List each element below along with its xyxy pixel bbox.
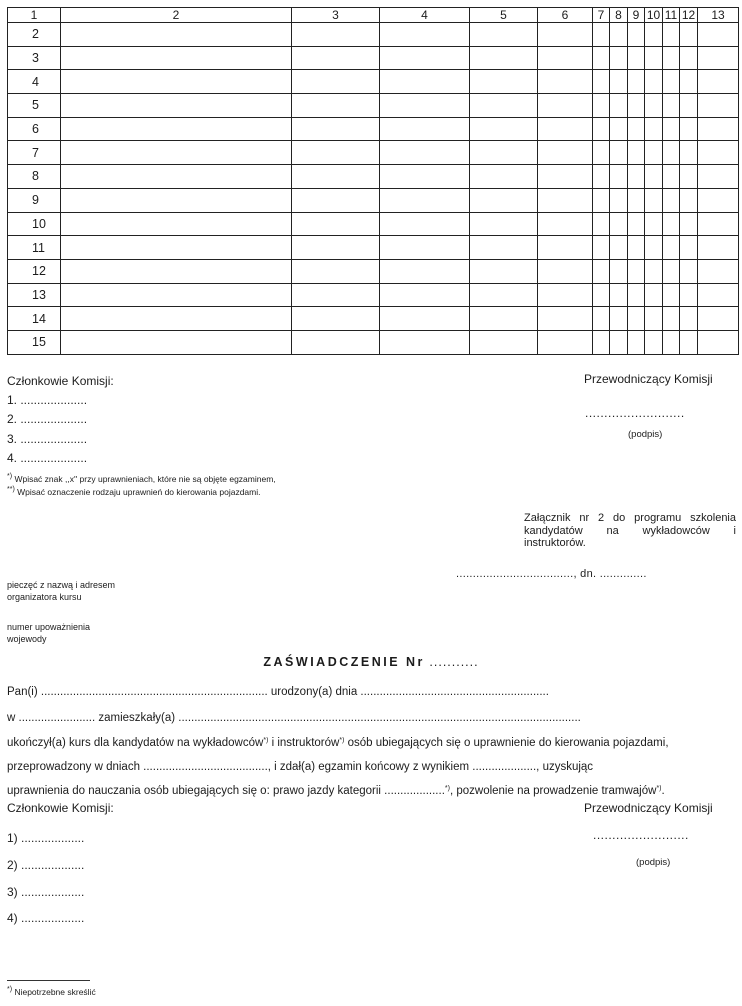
table-cell xyxy=(538,236,593,260)
table-cell xyxy=(628,94,645,118)
table-cell xyxy=(470,307,538,331)
table-cell xyxy=(645,212,663,236)
table-row xyxy=(8,188,739,212)
table-cell xyxy=(380,94,470,118)
table-cell xyxy=(645,94,663,118)
table-cell xyxy=(292,236,380,260)
table-cell xyxy=(663,46,680,70)
table-cell xyxy=(698,236,739,260)
table-row xyxy=(8,23,739,47)
table-cell xyxy=(61,141,292,165)
table-cell xyxy=(663,283,680,307)
table-cell xyxy=(663,212,680,236)
table-cell xyxy=(593,188,610,212)
table-cell xyxy=(380,70,470,94)
permit-number-label: numer upoważnienia wojewody xyxy=(7,622,91,644)
certificate-line-exam: przeprowadzony w dniach ......................................., i zdał(a) egzamin końcowy z wynikiem ...................., uzyskując xyxy=(7,761,594,773)
table-cell xyxy=(628,212,645,236)
certificate-line-name: Pan(i) ....................................................................... urodzony(a) dnia ........................................................... xyxy=(7,686,549,698)
table-cell xyxy=(628,46,645,70)
table-cell xyxy=(610,23,628,47)
table-cell xyxy=(610,70,628,94)
table-cell xyxy=(61,46,292,70)
table-cell xyxy=(538,117,593,141)
table-cell xyxy=(610,236,628,260)
row-number: 14 xyxy=(8,307,61,331)
table-cell xyxy=(645,70,663,94)
row-number: 8 xyxy=(8,165,61,189)
table-cell xyxy=(645,330,663,354)
table-cell xyxy=(698,141,739,165)
table-cell xyxy=(470,141,538,165)
table-cell xyxy=(538,283,593,307)
table-cell xyxy=(680,94,698,118)
table-cell xyxy=(645,283,663,307)
row-number: 9 xyxy=(8,188,61,212)
table-cell xyxy=(538,307,593,331)
table-cell xyxy=(610,307,628,331)
certificate-line-qualifications: uprawnienia do nauczania osób ubiegających się o: prawo jazdy kategorii ...................*), pozwolenie na prowadzenie tramwajów*). xyxy=(7,785,665,797)
table-cell xyxy=(628,283,645,307)
table-cell xyxy=(610,46,628,70)
table-cell xyxy=(380,46,470,70)
table-cell xyxy=(380,165,470,189)
table-cell xyxy=(61,165,292,189)
signature-line: ......................... xyxy=(593,828,689,842)
table-cell xyxy=(610,141,628,165)
table-cell xyxy=(645,165,663,189)
table-cell xyxy=(628,259,645,283)
table-cell xyxy=(680,23,698,47)
table-cell xyxy=(61,307,292,331)
table-cell xyxy=(61,283,292,307)
table-cell xyxy=(593,141,610,165)
table-cell xyxy=(593,94,610,118)
row-number: 12 xyxy=(8,259,61,283)
table-cell xyxy=(698,307,739,331)
committee-members-label: Członkowie Komisji: xyxy=(7,374,114,388)
table-cell xyxy=(470,165,538,189)
table-cell xyxy=(292,165,380,189)
table-cell xyxy=(663,236,680,260)
table-cell xyxy=(593,259,610,283)
signature-label: (podpis) xyxy=(636,857,671,868)
table-cell xyxy=(628,188,645,212)
certificate-title: ZAŚWIADCZENIE Nr ........... xyxy=(263,655,479,669)
column-header: 5 xyxy=(470,8,538,23)
table-cell xyxy=(663,141,680,165)
table-cell xyxy=(645,23,663,47)
committee-members-label: Członkowie Komisji: xyxy=(7,801,114,815)
table-cell xyxy=(380,330,470,354)
table-cell xyxy=(680,70,698,94)
committee-members-list xyxy=(7,372,114,468)
table-cell xyxy=(292,259,380,283)
table-header-row xyxy=(8,8,739,23)
table-cell xyxy=(593,236,610,260)
column-header: 1 xyxy=(8,8,61,23)
table-cell xyxy=(61,259,292,283)
signature-label: (podpis) xyxy=(628,429,663,440)
row-number: 15 xyxy=(8,330,61,354)
table-cell xyxy=(538,259,593,283)
footnote: *) Niepotrzebne skreślić xyxy=(7,986,96,997)
table-cell xyxy=(610,212,628,236)
table-cell xyxy=(645,141,663,165)
table-cell xyxy=(292,188,380,212)
table-row xyxy=(8,283,739,307)
certificate-line-course: ukończył(a) kurs dla kandydatów na wykładowców*) i instruktorów*) osób ubiegających się o uprawnienie do kierowania pojazdami, xyxy=(7,737,669,749)
table-cell xyxy=(292,330,380,354)
footnote-divider xyxy=(7,980,90,981)
row-number: 11 xyxy=(8,236,61,260)
table-cell xyxy=(610,188,628,212)
table-cell xyxy=(663,70,680,94)
column-header: 11 xyxy=(663,8,680,23)
table-cell xyxy=(680,283,698,307)
table-cell xyxy=(61,212,292,236)
table-cell xyxy=(628,236,645,260)
table-cell xyxy=(680,165,698,189)
table-cell xyxy=(663,23,680,47)
table-cell xyxy=(61,117,292,141)
table-body xyxy=(8,23,739,355)
row-number: 3 xyxy=(8,46,61,70)
table-cell xyxy=(593,70,610,94)
column-header: 4 xyxy=(380,8,470,23)
table-cell xyxy=(470,330,538,354)
table-cell xyxy=(698,165,739,189)
table-cell xyxy=(593,212,610,236)
member-line: 2) ................... xyxy=(7,858,85,872)
table-row xyxy=(8,165,739,189)
table-cell xyxy=(680,212,698,236)
table-cell xyxy=(645,236,663,260)
table-cell xyxy=(698,117,739,141)
column-header: 2 xyxy=(61,8,292,23)
table-cell xyxy=(663,94,680,118)
table-cell xyxy=(610,94,628,118)
table-cell xyxy=(593,117,610,141)
table-cell xyxy=(663,165,680,189)
table-cell xyxy=(663,117,680,141)
table-cell xyxy=(470,236,538,260)
table-cell xyxy=(698,330,739,354)
table-cell xyxy=(292,307,380,331)
column-header: 10 xyxy=(645,8,663,23)
table-cell xyxy=(593,46,610,70)
table-cell xyxy=(470,188,538,212)
table-cell xyxy=(610,283,628,307)
table-cell xyxy=(645,188,663,212)
row-number: 4 xyxy=(8,70,61,94)
row-number: 5 xyxy=(8,94,61,118)
member-line: 4) ................... xyxy=(7,911,85,925)
organizer-stamp-label: pieczęć z nazwą i adresem organizatora kursu xyxy=(7,580,116,602)
table-cell xyxy=(470,23,538,47)
table-cell xyxy=(470,117,538,141)
table-cell xyxy=(538,70,593,94)
table-cell xyxy=(698,283,739,307)
table-cell xyxy=(680,330,698,354)
table-cell xyxy=(593,165,610,189)
table-cell xyxy=(538,23,593,47)
table-cell xyxy=(698,259,739,283)
table-cell xyxy=(698,70,739,94)
table-cell xyxy=(292,46,380,70)
column-header: 12 xyxy=(680,8,698,23)
table-cell xyxy=(663,259,680,283)
table-cell xyxy=(628,70,645,94)
table-cell xyxy=(380,283,470,307)
table-cell xyxy=(470,283,538,307)
row-number: 2 xyxy=(8,23,61,47)
table-cell xyxy=(698,46,739,70)
table-cell xyxy=(292,212,380,236)
committee-results-table xyxy=(7,7,739,355)
table-cell xyxy=(628,141,645,165)
committee-chair-label: Przewodniczący Komisji xyxy=(584,801,713,815)
table-cell xyxy=(698,212,739,236)
table-cell xyxy=(61,23,292,47)
table-cell xyxy=(380,212,470,236)
table-cell xyxy=(292,141,380,165)
table-cell xyxy=(628,23,645,47)
table-cell xyxy=(470,94,538,118)
table-cell xyxy=(538,212,593,236)
table-cell xyxy=(628,330,645,354)
table-cell xyxy=(663,307,680,331)
table-cell xyxy=(538,165,593,189)
table-cell xyxy=(380,141,470,165)
column-header: 6 xyxy=(538,8,593,23)
table-row xyxy=(8,212,739,236)
table-cell xyxy=(593,307,610,331)
table-cell xyxy=(610,117,628,141)
table-cell xyxy=(470,46,538,70)
table-cell xyxy=(292,94,380,118)
table-row xyxy=(8,94,739,118)
table-cell xyxy=(680,117,698,141)
signature-line: .......................... xyxy=(585,406,685,420)
place-date-line: ..................................., dn. .............. xyxy=(456,568,647,580)
table-cell xyxy=(470,70,538,94)
footnote-line: **) Wpisać oznaczenie rodzaju uprawnień do kierowania pojazdami. xyxy=(7,486,261,497)
table-cell xyxy=(380,117,470,141)
table-cell xyxy=(61,236,292,260)
table-cell xyxy=(538,141,593,165)
table-cell xyxy=(470,259,538,283)
table-cell xyxy=(593,283,610,307)
member-line: 1) ................... xyxy=(7,831,85,845)
table-row xyxy=(8,236,739,260)
table-cell xyxy=(380,259,470,283)
table-cell xyxy=(698,23,739,47)
table-cell xyxy=(680,141,698,165)
table-cell xyxy=(538,94,593,118)
column-header: 8 xyxy=(610,8,628,23)
table-row xyxy=(8,330,739,354)
table-row xyxy=(8,259,739,283)
member-line: 3) ................... xyxy=(7,885,85,899)
table-cell xyxy=(538,188,593,212)
table-cell xyxy=(380,236,470,260)
table-cell xyxy=(292,117,380,141)
committee-chair-label: Przewodniczący Komisji xyxy=(584,372,713,386)
table-cell xyxy=(292,70,380,94)
table-cell xyxy=(61,94,292,118)
table-cell xyxy=(628,307,645,331)
table-cell xyxy=(61,330,292,354)
table-cell xyxy=(645,46,663,70)
table-cell xyxy=(538,330,593,354)
table-cell xyxy=(663,188,680,212)
member-line: 3. .................... xyxy=(7,431,88,446)
table-cell xyxy=(610,330,628,354)
table-cell xyxy=(610,259,628,283)
table-row xyxy=(8,117,739,141)
table-row xyxy=(8,141,739,165)
table-cell xyxy=(645,307,663,331)
table-cell xyxy=(380,188,470,212)
footnote-line: *) Wpisać znak ,,x'' przy uprawnieniach, które nie są objęte egzaminem, xyxy=(7,473,276,484)
table-cell xyxy=(380,307,470,331)
table-cell xyxy=(593,330,610,354)
member-line: 1. .................... xyxy=(7,393,88,408)
table-cell xyxy=(645,117,663,141)
table-row xyxy=(8,70,739,94)
table-cell xyxy=(380,23,470,47)
table-cell xyxy=(292,283,380,307)
table-cell xyxy=(292,23,380,47)
table-cell xyxy=(663,330,680,354)
table-cell xyxy=(610,165,628,189)
table-cell xyxy=(680,236,698,260)
table-cell xyxy=(593,23,610,47)
table-cell xyxy=(470,212,538,236)
table-cell xyxy=(698,94,739,118)
column-header: 13 xyxy=(698,8,739,23)
row-number: 10 xyxy=(8,212,61,236)
table-footnotes xyxy=(7,473,276,499)
row-number: 7 xyxy=(8,141,61,165)
table-cell xyxy=(628,117,645,141)
table-cell xyxy=(680,307,698,331)
table-cell xyxy=(680,259,698,283)
row-number: 13 xyxy=(8,283,61,307)
column-header: 9 xyxy=(628,8,645,23)
row-number: 6 xyxy=(8,117,61,141)
table-row xyxy=(8,46,739,70)
table-row xyxy=(8,307,739,331)
table-cell xyxy=(645,259,663,283)
table-cell xyxy=(628,165,645,189)
column-header: 7 xyxy=(593,8,610,23)
table-cell xyxy=(61,188,292,212)
table-cell xyxy=(680,188,698,212)
annex-note: Załącznik nr 2 do programu szkolenia kandydatów na wykładowców i instruktorów. xyxy=(524,512,736,549)
certificate-line-residence: w ........................ zamieszkały(a) .............................................................................................................................. xyxy=(7,712,581,724)
member-line: 2. .................... xyxy=(7,412,88,427)
member-line: 4. .................... xyxy=(7,450,88,465)
table-cell xyxy=(698,188,739,212)
table-cell xyxy=(538,46,593,70)
column-header: 3 xyxy=(292,8,380,23)
table-cell xyxy=(680,46,698,70)
table-cell xyxy=(61,70,292,94)
